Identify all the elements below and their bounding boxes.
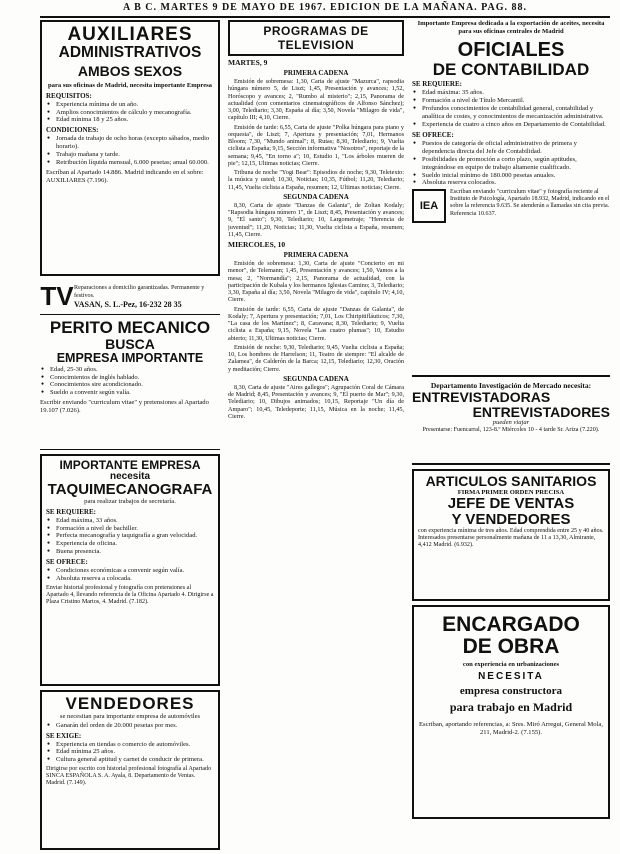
page-header: A B C. MARTES 9 DE MAYO DE 1967. EDICION DE LA MAÑANA. PAG. 88. bbox=[122, 2, 528, 13]
list-item: ● Ganarán del orden de 20.000 pesetas por mes. bbox=[56, 722, 214, 730]
section-title: PROGRAMAS DE TELEVISION bbox=[228, 20, 404, 56]
list-item: ● Formación a nivel de bachiller. bbox=[56, 525, 214, 533]
section-label: SE REQUIERE: bbox=[412, 80, 462, 89]
program-paragraph: Emisión de sobremesa: 1,30, Carta de ajuste "Concierto en mi menor", de Telemann; 1,45, Presentación y avances; 1,50, Vamos a la mesa; 2, "Normandía"; 2,15, Panorama de actualidad, con la participación de Kubala y los hermanos Iglesias Camino; 3, Telediario; 3,30, España al día; 3,50, Novela "Milagro de vida", capítulo IV; 4,10, Cierre. bbox=[228, 260, 404, 304]
ad-title: ENTREVISTADORAS bbox=[412, 389, 551, 405]
requirements-list bbox=[46, 517, 214, 557]
ad-footer: Escriban enviando "curriculum vitae" y fotografía reciente al Instituto de Psicología, Apartado 18.932, Madrid, indicando en el sobre la referencia 9.635. Se atenderán a llamadas sin cita previa. Referencia 10.637. bbox=[450, 189, 610, 217]
day-heading: MARTES, 9 bbox=[228, 58, 268, 67]
list-item: ● Edad, 25-30 años. bbox=[50, 366, 220, 374]
column-right bbox=[412, 20, 610, 850]
list-item: ● Formación a nivel de Título Mercantil. bbox=[422, 97, 610, 105]
section-label: REQUISITOS: bbox=[46, 91, 92, 100]
ad-intro: para sus oficinas de Madrid, necesita importante Empresa bbox=[48, 81, 212, 89]
ad-title: ARTICULOS SANITARIOS bbox=[425, 473, 597, 489]
channel-heading: PRIMERA CADENA bbox=[283, 69, 349, 77]
list-item: ● Absoluta reserva a colocada. bbox=[56, 575, 214, 583]
conditions-list bbox=[46, 135, 214, 167]
items-list bbox=[46, 722, 214, 730]
list-item: ● Puestos de categoría de oficial administrativo de primera y dependencia directa del Jefe de Contabilidad. bbox=[422, 140, 610, 156]
list-item: ● Conocimientos de inglés hablado. bbox=[50, 374, 220, 382]
ad-title: PERITO MECANICO bbox=[49, 318, 211, 337]
header-rule bbox=[40, 16, 610, 18]
ad-footer: Dirigirse por escrito con historial profesional fotografía al Apartado SINCA ESPAÑOLA S. A. Ayala, 8. Departamento de Ventas. Madrid. (7.149). bbox=[46, 766, 212, 787]
program-paragraph: Emisión de tarde: 6,55, Carta de ajuste "Danzas de Galanta", de Kodaly; 7, Apertura y presentación; 7,01, Los Chiripitifláuticos; 7,30, "La casa de los Martínez"; 8, Caravana; 8,30, Telediario; 9, Vuelta ciclista a España; 9,15, Novela "Las cuatro plumas"; 10, Estudio abierto; 11,30, Ultimas noticias; Cierre. bbox=[228, 305, 404, 342]
list-item: ● Experiencia de cuatro a cinco años en Departamento de Contabilidad. bbox=[422, 121, 610, 129]
ad-oficiales bbox=[412, 20, 610, 377]
list-item: ● Posibilidades de promoción a corto plazo, según aptitudes, integrándose en equipo de trabajo altamente cualificado. bbox=[422, 156, 610, 172]
requirements-list bbox=[46, 101, 214, 125]
ad-title: EMPRESA IMPORTANTE bbox=[56, 350, 204, 365]
list-item: ● Absoluta reserva colocados. bbox=[422, 179, 610, 187]
list-item: ● Sueldo inicial mínimo de 180.000 pesetas anuales. bbox=[422, 172, 610, 180]
section-label: CONDICIONES: bbox=[46, 126, 99, 135]
day-heading: MIERCOLES, 10 bbox=[228, 240, 286, 249]
list-item: ● Trabajo mañana y tarde. bbox=[56, 151, 214, 159]
section-label: SE OFRECE: bbox=[412, 130, 454, 139]
ad-title: AUXILIARES bbox=[67, 24, 193, 45]
program-paragraph: Emisión de tarde: 6,55, Carta de ajuste "Polka húngara para piano y orquesta", de Liszt; 7, Apertura y presentación; 7,01, Hermanos Bloom; 7,30, "Mundo animal"; 8, Rutas; 8,30, Telediario; 9, Vuelta ciclista a España; 9,15, Sección informativa "Nosotros", reportaje de la semana; 9,45, "En torno a"; 10, Estudio 1, "Los árboles mueren de pie"; 12,15, Ultimas noticias; Cierre. bbox=[228, 123, 404, 167]
ad-company: VASAN, S. L.-Pez, 16-232 28 35 bbox=[74, 299, 182, 309]
offers-list bbox=[412, 140, 610, 187]
column-tv-programs bbox=[228, 20, 404, 850]
ad-sub: con experiencia en urbanizaciones bbox=[462, 661, 560, 669]
tv-logo: TV bbox=[40, 281, 74, 312]
ad-title: DE CONTABILIDAD bbox=[432, 59, 590, 79]
ad-footer: Escribir enviando "curriculum vitae" y pretensiones al Apartado 19.107 (7.026). bbox=[40, 399, 209, 415]
ad-articulos-sanitarios bbox=[412, 469, 610, 601]
ad-sub: empresa constructora bbox=[459, 685, 563, 698]
ad-sub: para trabajo en Madrid bbox=[449, 700, 573, 715]
ad-intro: Departamento Investigación de Mercado necesita: bbox=[430, 381, 592, 390]
ad-sub: pueden viajar bbox=[492, 419, 530, 427]
list-item: ● Experiencia en tiendas o comercio de automóviles. bbox=[56, 741, 214, 749]
ad-title: OFICIALES bbox=[457, 38, 565, 61]
ad-title: BUSCA bbox=[105, 335, 155, 352]
list-item: ● Perfecta mecanografía y taquigrafía a gran velocidad. bbox=[56, 532, 214, 540]
list-item: ● Profundos conocimientos de contabilidad general, contabilidad y analítica de costes, y conocimientos de mecanización administrativa. bbox=[422, 105, 610, 121]
ad-title: JEFE DE VENTAS bbox=[447, 495, 575, 513]
list-item: ● Amplios conocimientos de cálculo y mecanografía. bbox=[56, 109, 214, 117]
channel-heading: SEGUNDA CADENA bbox=[283, 374, 349, 383]
ad-footer: con experiencia mínima de tres años. Edad comprendida entre 25 y 40 años. Interesados presentarse personalmente mañana de 11 a 13,30, Almirante, 4,412 Madrid. (6.932). bbox=[418, 527, 604, 549]
ad-tv-repair bbox=[40, 280, 220, 315]
ad-encargado-obra bbox=[412, 605, 610, 819]
list-item: ● Experiencia mínima de un año. bbox=[56, 101, 214, 109]
list-item: ● Conocimientos sire acondicionado. bbox=[50, 381, 220, 389]
program-paragraph: Emisión de sobremesa: 1,30, Carta de ajuste "Mazurca", rapsodia húngara número 5, de Liszt; 1,45, Presentación y avances; 1,52, Horóscopo y avances; 2, "Rumbo al misterio"; 2,15, Panorama de actualidad (con comentarios cinematográficos de Alfonso Sánchez); 3,00, Telediario; 3,30, España al día; 3,50, Novela "Milagro de vida", capítulo III; 4,10, Cierre. bbox=[228, 78, 404, 122]
section-label: SE OFRECE: bbox=[46, 558, 88, 567]
ad-title: Y VENDEDORES bbox=[451, 511, 571, 529]
program-paragraph: Tribuna de noche "Yogi Bear": Episodios de noche; 9,30, Teletexto: la música y usted; 10,30, Noticias; 10,35, Fútbol; 11,20, Telediario; 11,45, Vuelta ciclista a España, resumen; 12, Ultimas noticias; Cierre. bbox=[228, 169, 404, 191]
ad-title: DE OBRA bbox=[462, 635, 560, 659]
list-item: ● Edad máxima, 33 años. bbox=[56, 517, 214, 525]
ad-title: TAQUIMECANOGRAFA bbox=[47, 481, 213, 499]
program-paragraph: 8,30, Carta de ajuste "Aires gallegos"; Agrupación Coral de Cámara de Madrid; 8,45, Presentación y avances; 9, "El puerto de Mar"; 9,30, Telediario; 10, Dibujos animados; 10,15, Reportaje "Un día de Amparo"; 10,45, Teledeporte; 11,15, Música en la noche; 11,45, Cierre. bbox=[228, 383, 404, 420]
ad-perito bbox=[40, 319, 220, 450]
channel-heading: PRIMERA CADENA bbox=[283, 251, 349, 259]
ad-intro: para realizar trabajos de secretaría. bbox=[84, 497, 176, 505]
ad-title: VENDEDORES bbox=[65, 694, 195, 713]
list-item: ● Jornada de trabajo de ocho horas (excepto sábados, medio horario). bbox=[56, 135, 214, 151]
list-item: ● Buena presencia. bbox=[56, 548, 214, 556]
requirements-list bbox=[412, 89, 610, 129]
column-left bbox=[40, 20, 220, 850]
ad-title: AMBOS SEXOS bbox=[77, 63, 183, 80]
items-list bbox=[40, 366, 220, 398]
ad-title: ADMINISTRATIVOS bbox=[58, 43, 202, 61]
ad-taquimecanografa bbox=[40, 454, 220, 686]
ad-title: ENCARGADO bbox=[442, 613, 580, 636]
ad-entrevistadoras bbox=[412, 381, 610, 465]
ad-intro: se necesitan para importante empresa de automóviles bbox=[59, 712, 201, 720]
ad-footer: Escriban, aportando referencias, a: Sres. Miró Arregui, General Mola, 211, Madrid-2. (7.155). bbox=[418, 721, 603, 737]
ad-title: ENTREVISTADORES bbox=[472, 403, 610, 420]
iea-logo: IEA bbox=[412, 189, 446, 223]
ad-sub: NECESITA bbox=[478, 670, 544, 682]
program-paragraph: Emisión de noche: 9,30, Telediario; 9,45, Vuelta ciclista a España; 10, Los hombres de Harrelson; 11, Teatro de siempre: "El alcalde de Zalamea", de Calderón de la Barca; 12,15, Telediario; 12,30, Oración y meditación; Cierre. bbox=[228, 343, 404, 373]
ad-title: necesita bbox=[109, 470, 151, 482]
list-item: ● Edad mínima 18 y 25 años. bbox=[56, 116, 214, 124]
list-item: ● Condiciones económicas a convenir según valía. bbox=[56, 567, 214, 575]
list-item: ● Cultura general aptitud y carnet de conducir de primera. bbox=[56, 756, 214, 764]
offers-list bbox=[46, 567, 214, 583]
ad-footer: Enviar historial profesional y fotografía con pretensiones al Apartado 4, llevando referencia de la Oficina Apartado 4. Dirigirse a Plaza Cristino Martos, 4. Madrid. (7.182). bbox=[46, 584, 214, 606]
ad-text: Reparaciones a domicilio garantizadas. Permanente y festivos. bbox=[74, 285, 205, 299]
list-item: ● Edad máxima: 35 años. bbox=[422, 89, 610, 97]
ad-intro: Importante Empresa dedicada a la exportación de aceites, necesita para sus oficinas centrales de Madrid bbox=[417, 20, 605, 35]
section-label: SE EXIGE: bbox=[46, 731, 82, 740]
list-item: ● Sueldo a convenir según valía. bbox=[50, 389, 220, 397]
ad-footer: Presentarse: Fuencarral, 123-8.º Miércoles 10 - 4 tarde Sr. Ariza (7.220). bbox=[422, 427, 600, 434]
requirements-list bbox=[46, 741, 214, 765]
list-item: ● Retribución líquida mensual, 6.000 pesetas; anual 60.000. bbox=[56, 159, 214, 167]
program-paragraph: 8,30, Carta de ajuste "Danzas de Galanta", de Zoltan Kodaly; "Rapsodia húngara número 1", de Liszt; 8,45, Presentación y avances; 9, "El santo"; 9,30, Telediario; 10, Largometraje; "Herencia de juventud"; 11,20, Noticias; 11,30, Vuelta ciclista a España, resumen; 11,45, Cierre. bbox=[228, 201, 404, 238]
section-label: SE REQUIERE: bbox=[46, 507, 96, 516]
ad-sub: FIRMA PRIMER ORDEN PRECISA bbox=[457, 488, 565, 496]
list-item: ● Experiencia de oficina. bbox=[56, 540, 214, 548]
ad-vendedores bbox=[40, 690, 220, 850]
ad-auxiliares bbox=[40, 20, 220, 276]
list-item: ● Edad mínima 25 años. bbox=[56, 748, 214, 756]
ad-footer: Escríban al Apartado 14.886. Madrid indicando en el sobre: AUXILIARES (7.196). bbox=[46, 169, 204, 184]
ad-title: IMPORTANTE EMPRESA bbox=[59, 458, 201, 472]
channel-heading: SEGUNDA CADENA bbox=[283, 192, 349, 201]
